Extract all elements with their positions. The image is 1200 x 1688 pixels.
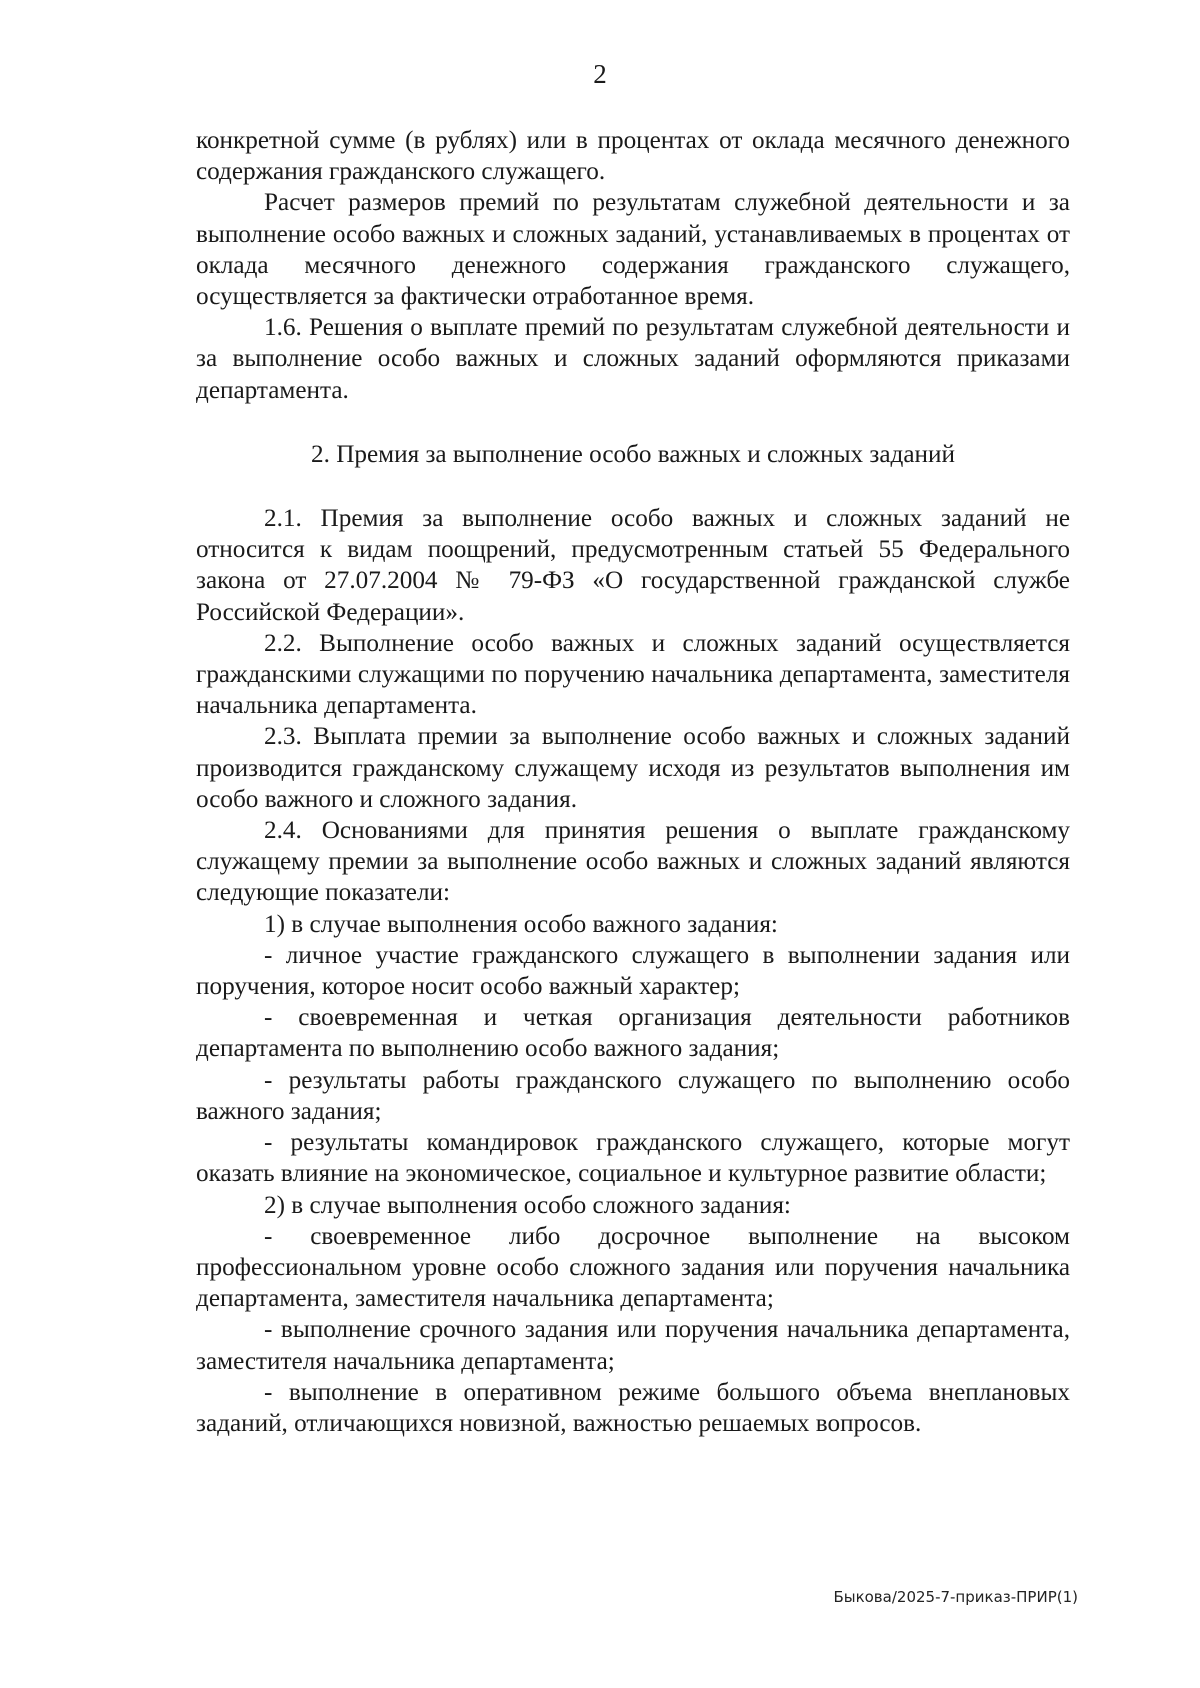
paragraph-continuation: конкретной сумме (в рублях) или в процентах от оклада месячного денежного содержания гражданского служащего. [196,127,1070,186]
section-2-heading: 2. Премия за выполнение особо важных и сложных заданий [311,440,955,468]
list-item-1-d: - результаты командировок гражданского служащего, которые могут оказать влияние на экономическое, социальное и культурное развитие области; [196,1129,1070,1188]
paragraph-2-3: 2.3. Выплата премии за выполнение особо важных и сложных заданий производится гражданскому служащему исходя из результатов выполнения им особо важного и сложного задания. [196,723,1070,813]
list-item-1-c: - результаты работы гражданского служащего по выполнению особо важного задания; [196,1066,1070,1125]
paragraph-2-4: 2.4. Основаниями для принятия решения о выплате гражданскому служащему премии за выполнение особо важных и сложных заданий являются следующие показатели: [196,817,1070,907]
paragraph-1-6: 1.6. Решения о выплате премий по результатам служебной деятельности и за выполнение особо важных и сложных заданий оформляются приказами департамента. [196,314,1070,404]
spacer [196,406,1070,439]
list-item-2-a: - своевременное либо досрочное выполнение на высоком профессиональном уровне особо сложного задания или поручения начальника департамента, заместителя начальника департамента; [196,1222,1070,1313]
paragraph-premium-calculation: Расчет размеров премий по результатам служебной деятельности и за выполнение особо важных и сложных заданий, устанавливаемых в процентах от оклада месячного денежного содержания гражданского служащего, осуществляется за фактически отработанное время. [196,189,1070,311]
list-item-2: 2) в случае выполнения особо сложного задания: [264,1191,791,1219]
list-item-1: 1) в случае выполнения особо важного задания: [264,910,778,938]
list-item-2-b: - выполнение срочного задания или поручения начальника департамента, заместителя начальника департамента; [196,1316,1070,1375]
paragraph-2-2: 2.2. Выполнение особо важных и сложных заданий осуществляется гражданскими служащими по поручению начальника департамента, заместителя начальника департамента. [196,629,1070,720]
list-item-2-c: - выполнение в оперативном режиме большого объема внеплановых заданий, отличающихся новизной, важностью решаемых вопросов. [196,1378,1070,1437]
document-body [196,125,1070,1439]
spacer [196,470,1070,503]
page-number: 2 [593,59,607,89]
list-item-1-a: - личное участие гражданского служащего в выполнении задания или поручения, которое носит особо важный характер; [196,941,1070,1001]
document-reference-footer: Быкова/2025-7-приказ-ПРИР(1) [833,1588,1078,1606]
paragraph-2-1: 2.1. Премия за выполнение особо важных и сложных заданий не относится к видам поощрений, предусмотренным статьей 55 Федерального закона от 27.07.2004 № 79-ФЗ «О государственной гражданской службе Российской Федерации». [196,505,1070,626]
list-item-1-b: - своевременная и четкая организация деятельности работников департамента по выполнению особо важного задания; [196,1004,1070,1063]
